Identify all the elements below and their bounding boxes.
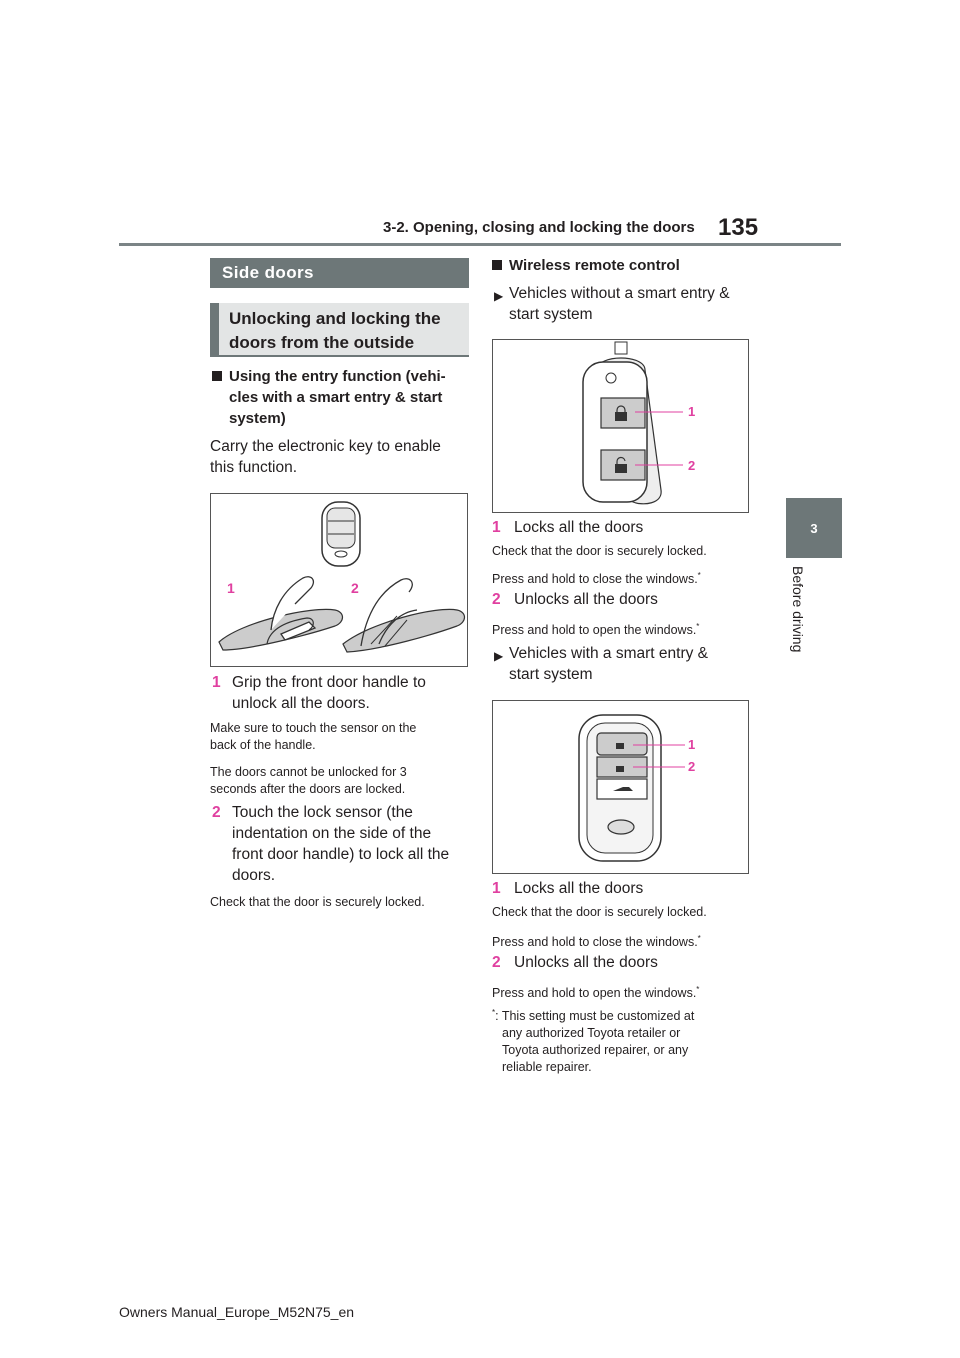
wireless-remote-heading: Wireless remote control bbox=[492, 255, 680, 276]
smart-key-illustration bbox=[493, 701, 748, 873]
figure-label-2: 2 bbox=[688, 458, 696, 473]
chapter-tab: 3 bbox=[786, 498, 842, 558]
v2-note-1: Check that the door is securely locked. bbox=[492, 905, 707, 919]
square-bullet-icon bbox=[492, 260, 502, 270]
v2-step-1: 1 Locks all the doors bbox=[492, 880, 644, 897]
subsection-title: Unlocking and locking the doors from the outside bbox=[210, 303, 469, 357]
v2-note-3: Press and hold to open the windows.* bbox=[492, 985, 700, 1001]
door-handle-illustration bbox=[211, 494, 467, 666]
v1-note-3: Press and hold to open the windows.* bbox=[492, 622, 700, 638]
square-bullet-icon bbox=[212, 371, 222, 381]
triangle-bullet-icon: ▶ bbox=[494, 649, 504, 663]
step-1: 1 Grip the front door handle to unlock all the doors. bbox=[212, 674, 426, 712]
intro-text: Carry the electronic key to enable this function. bbox=[210, 438, 441, 476]
v2-note-2: Press and hold to close the windows.* bbox=[492, 934, 701, 950]
header-section-title: 3-2. Opening, closing and locking the doors bbox=[383, 219, 695, 236]
v1-step-2: 2 Unlocks all the doors bbox=[492, 591, 658, 608]
page-number: 135 bbox=[718, 214, 759, 241]
v2-step-2: 2 Unlocks all the doors bbox=[492, 954, 658, 971]
footer-text: Owners Manual_Europe_M52N75_en bbox=[119, 1304, 355, 1320]
footnote: *: This setting must be customized at any authorized Toyota retailer or Toyota authorized repairer, or any reliable repairer. bbox=[492, 1008, 695, 1075]
v1-note-2: Press and hold to close the windows.* bbox=[492, 571, 701, 587]
with-smart-entry-heading: ▶ Vehicles with a smart entry & start system bbox=[494, 645, 708, 683]
chapter-label: Before driving bbox=[790, 566, 806, 653]
header-rule bbox=[119, 243, 841, 246]
step-1-note-1: Make sure to touch the sensor on the back of the handle. bbox=[210, 721, 417, 752]
figure-label-2: 2 bbox=[688, 759, 696, 774]
door-handle-figure bbox=[210, 493, 468, 667]
figure-label-1: 1 bbox=[227, 580, 235, 596]
step-2: 2 Touch the lock sensor (the indentation on the side of the front door handle) to lock all the doors. bbox=[212, 804, 450, 884]
v1-step-1: 1 Locks all the doors bbox=[492, 519, 644, 536]
smart-key-figure bbox=[492, 700, 749, 874]
flip-key-figure bbox=[492, 339, 749, 513]
section-title-bar: Side doors bbox=[210, 258, 469, 288]
entry-function-heading: Using the entry function (vehi- cles with a smart entry & start system) bbox=[212, 366, 472, 429]
triangle-bullet-icon: ▶ bbox=[494, 289, 504, 303]
without-smart-entry-heading: ▶ Vehicles without a smart entry & start system bbox=[494, 285, 730, 323]
figure-label-1: 1 bbox=[688, 737, 696, 752]
flip-key-illustration bbox=[493, 340, 748, 512]
figure-label-2: 2 bbox=[351, 580, 359, 596]
figure-label-1: 1 bbox=[688, 404, 696, 419]
v1-note-1: Check that the door is securely locked. bbox=[492, 544, 707, 558]
step-2-note: Check that the door is securely locked. bbox=[210, 895, 425, 909]
step-1-note-2: The doors cannot be unlocked for 3 seconds after the doors are locked. bbox=[210, 765, 407, 796]
